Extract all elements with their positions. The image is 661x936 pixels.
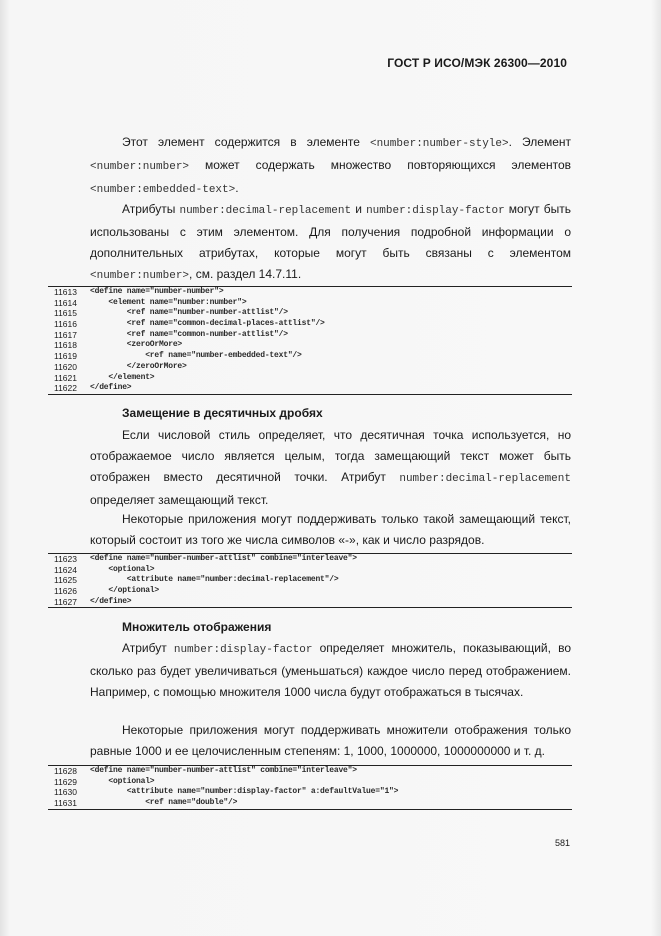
section-heading-display-factor: Множитель отображения: [122, 620, 272, 634]
code-line: [48, 351, 572, 362]
code-line: [48, 308, 572, 319]
code-text: <ref name="common-decimal-places-attlist"/>: [90, 319, 325, 329]
paragraph-display-factor: Атрибут number:display-factor определяет множитель, показывающий, во сколько раз будет увеличиваться (уменьшаться) каждое число перед отображением. Например, с помощью множителя 1000 числа будут отображаться в тысячах.: [90, 641, 571, 699]
code-line: [48, 298, 572, 309]
code-block-number-number: [48, 286, 572, 395]
code-line: [48, 586, 572, 597]
code-block-body: [48, 287, 572, 394]
code-text: </element>: [90, 372, 155, 382]
code-text: <ref name="number-number-attlist"/>: [90, 308, 288, 318]
line-number: 11616: [53, 319, 77, 330]
code-line: [48, 554, 572, 565]
line-number: 11619: [53, 351, 77, 362]
line-number: 11618: [53, 340, 77, 351]
code-block-body: [48, 766, 572, 809]
page-number: 581: [555, 838, 571, 848]
code-line: [48, 383, 572, 394]
paragraph-decimal-replacement: Если числовой стиль определяет, что десятичная точка используется, но отображаемое число является целым, тогда замещающий текст может быть отображен вместо десятичной точки. Атрибут number:decimal-replacement определяет замещающий текст.: [90, 428, 571, 507]
paragraph-element-context: Этот элемент содержится в элементе <number:number-style>. Элемент <number:number> может содержать множество повторяющихся элементов <number:embedded-text>.: [90, 135, 571, 196]
line-number: 11623: [53, 554, 77, 564]
line-number: 11620: [53, 361, 77, 372]
code-line: [48, 798, 572, 809]
line-number: 11624: [53, 564, 77, 575]
code-line: [48, 362, 572, 373]
code-line: [48, 319, 572, 330]
code-block-body: [48, 554, 572, 607]
line-number: 11615: [53, 308, 77, 319]
code-text: <attribute name="number:decimal-replacement"/>: [90, 575, 339, 585]
code-text: <element name="number:number">: [90, 297, 247, 307]
code-block-display-factor: [48, 765, 572, 810]
line-number: 11617: [53, 329, 77, 340]
code-text: <ref name="number-embedded-text"/>: [90, 351, 302, 361]
paragraph-attributes: Атрибуты number:decimal-replacement и number:display-factor могут быть использованы с этим элементом. Для получения подробной информации о дополнительных атрибутах, которые могут быть связаны с элементом <number:number>, см. раздел 14.7.11.: [90, 202, 571, 282]
line-number: 11614: [53, 297, 77, 308]
code-line: [48, 340, 572, 351]
code-text: <zeroOrMore>: [90, 340, 183, 350]
line-number: 11613: [53, 287, 77, 297]
line-number: 11631: [53, 798, 77, 809]
code-block-decimal-replacement: [48, 553, 572, 608]
line-number: 11622: [53, 383, 77, 394]
paragraph-replacement-note: Некоторые приложения могут поддерживать только такой замещающий текст, который состоит из того же числа символов «-», как и число разрядов.: [90, 512, 571, 547]
line-number: 11625: [53, 575, 77, 586]
code-line: [48, 575, 572, 586]
line-number: 11627: [53, 596, 77, 607]
code-text: </define>: [90, 383, 132, 393]
code-line: [48, 330, 572, 341]
code-text: </zeroOrMore>: [90, 361, 187, 371]
section-heading-decimal-replacement: Замещение в десятичных дробях: [122, 406, 323, 420]
code-line: [48, 777, 572, 788]
code-line: [48, 373, 572, 384]
code-text: <attribute name="number:display-factor" a:defaultValue="1">: [90, 787, 399, 797]
code-text: <ref name="common-number-attlist"/>: [90, 329, 288, 339]
line-number: 11629: [53, 776, 77, 787]
code-text: </define>: [90, 596, 132, 606]
code-line: [48, 597, 572, 608]
code-line: [48, 787, 572, 798]
paragraph-factor-note: Некоторые приложения могут поддерживать множители отображения только равные 1000 и ее целочисленным степеням: 1, 1000, 1000000, 1000000000 и т. д.: [90, 723, 571, 758]
line-number: 11621: [53, 372, 77, 383]
code-line: [48, 766, 572, 777]
line-number: 11628: [53, 766, 77, 776]
line-number: 11630: [53, 787, 77, 798]
page-header: ГОСТ Р ИСО/МЭК 26300—2010: [387, 56, 567, 70]
code-text: <define name="number-number-attlist" combine="interleave">: [90, 766, 357, 775]
code-line: [48, 287, 572, 298]
code-text: <ref name="double"/>: [90, 798, 238, 808]
code-text: <optional>: [90, 776, 155, 786]
code-text: <optional>: [90, 564, 155, 574]
line-number: 11626: [53, 586, 77, 597]
code-text: <define name="number-number">: [90, 287, 224, 296]
code-text: <define name="number-number-attlist" combine="interleave">: [90, 554, 357, 563]
code-text: </optional>: [90, 586, 160, 596]
code-line: [48, 565, 572, 576]
